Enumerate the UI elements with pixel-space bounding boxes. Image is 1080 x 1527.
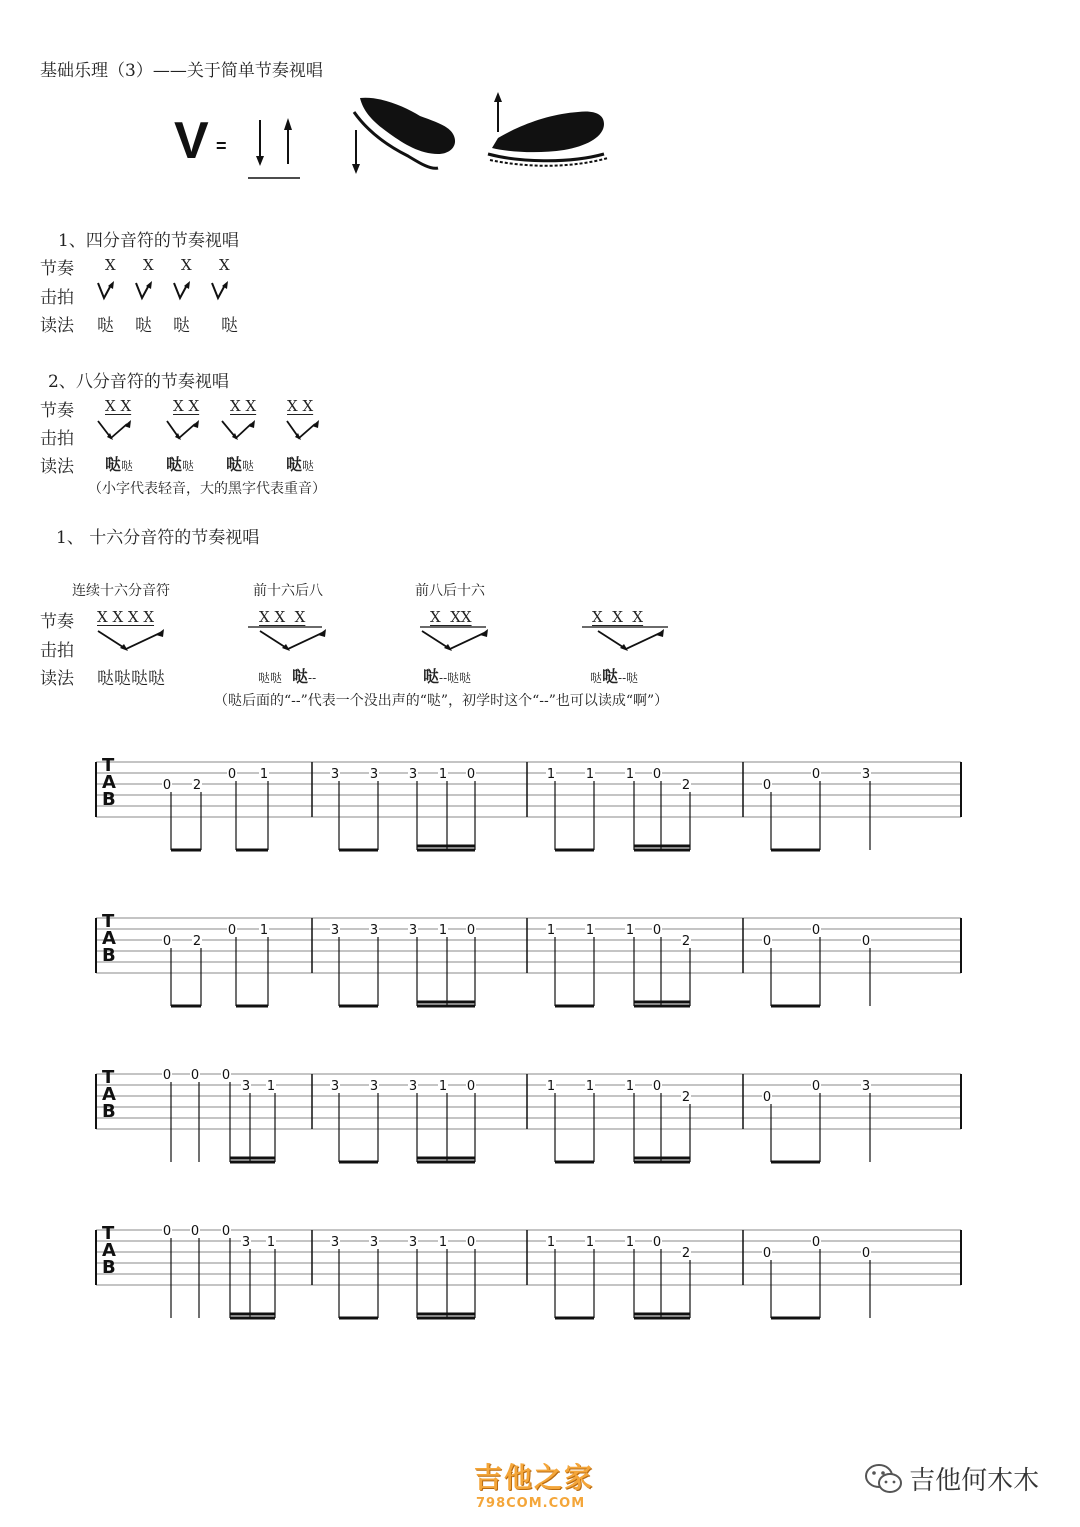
- tab-fret-number: 0: [652, 1079, 662, 1094]
- tab-fret-number: 2: [192, 778, 202, 793]
- tab-letter: B: [102, 789, 116, 810]
- tab-fret-number: 0: [466, 767, 476, 782]
- tab-fret-number: 3: [369, 1079, 379, 1094]
- row-label-reading: 读法: [40, 316, 74, 336]
- tab-fret-number: 0: [227, 767, 237, 782]
- tab-fret-number: 2: [192, 934, 202, 949]
- s2-read-2: 哒哒: [166, 455, 195, 474]
- tab-fret-number: 3: [369, 767, 379, 782]
- tab-fret-number: 1: [438, 923, 448, 938]
- tab-fret-number: 3: [369, 923, 379, 938]
- tab-fret-number: 1: [625, 923, 635, 938]
- s1-note-3: X: [181, 256, 192, 274]
- v-symbol: V: [174, 112, 209, 170]
- tab-fret-number: 3: [861, 1079, 871, 1094]
- s1-read-3: 哒: [173, 316, 190, 336]
- tab-fret-number: 0: [811, 923, 821, 938]
- tab-fret-number: 0: [652, 923, 662, 938]
- s2-read-1: 哒哒: [105, 455, 134, 474]
- tab-fret-number: 1: [546, 1079, 556, 1094]
- tab-letter: T: [102, 1223, 115, 1244]
- s1-read-1: 哒: [97, 316, 114, 336]
- s2-note-4: X X: [287, 397, 314, 415]
- equals-sign: =: [216, 136, 227, 156]
- tab-fret-number: 1: [259, 923, 269, 938]
- tab-fret-number: 2: [681, 1090, 691, 1105]
- row-label-rhythm: 节奏: [40, 612, 74, 632]
- tab-fret-number: 1: [438, 1235, 448, 1250]
- tab-fret-number: 1: [585, 1079, 595, 1094]
- tab-fret-number: 1: [438, 1079, 448, 1094]
- tab-fret-number: 3: [369, 1235, 379, 1250]
- s3-read-4: 哒哒--哒: [590, 667, 639, 686]
- tab-fret-number: 1: [585, 767, 595, 782]
- tab-fret-number: 1: [625, 767, 635, 782]
- tab-letter: A: [102, 772, 116, 793]
- tab-fret-number: 3: [330, 1079, 340, 1094]
- s3-note-explanation: （哒后面的“--”代表一个没出声的“哒”，初学时这个“--”也可以读成“啊”）: [214, 693, 669, 709]
- row-label-rhythm: 节奏: [40, 259, 74, 279]
- s3-read-1: 哒哒哒哒: [97, 669, 165, 689]
- tab-letter: T: [102, 911, 115, 932]
- tab-letter: A: [102, 1240, 116, 1261]
- tab-fret-number: 3: [408, 1235, 418, 1250]
- row-label-reading: 读法: [40, 457, 74, 477]
- tab-fret-number: 0: [762, 1090, 772, 1105]
- tab-letter: B: [102, 1257, 116, 1278]
- s3-group3-label: 前八后十六: [415, 583, 485, 599]
- tab-fret-number: 0: [221, 1068, 231, 1083]
- tab-fret-number: 0: [861, 934, 871, 949]
- s3-notes-4: X X X: [592, 608, 644, 626]
- s2-note-2: X X: [173, 397, 200, 415]
- tab-fret-number: 3: [241, 1235, 251, 1250]
- section2-heading: 2、八分音符的节奏视唱: [48, 372, 229, 392]
- tab-fret-number: 3: [408, 767, 418, 782]
- tab-fret-number: 3: [861, 767, 871, 782]
- tab-fret-number: 0: [762, 778, 772, 793]
- s2-note-3: X X: [230, 397, 257, 415]
- tab-fret-number: 3: [408, 923, 418, 938]
- s3-group1-label: 连续十六分音符: [72, 583, 170, 599]
- tab-fret-number: 1: [259, 767, 269, 782]
- tab-fret-number: 0: [811, 767, 821, 782]
- tab-letter: B: [102, 945, 116, 966]
- site-url-watermark: 798COM.COM: [476, 1496, 586, 1511]
- row-label-beat: 击拍: [40, 641, 74, 661]
- tab-fret-number: 0: [811, 1235, 821, 1250]
- tab-fret-number: 0: [861, 1246, 871, 1261]
- section3-heading: 1、 十六分音符的节奏视唱: [56, 528, 260, 548]
- s1-note-4: X: [219, 256, 230, 274]
- tab-fret-number: 0: [227, 923, 237, 938]
- section1-heading: 1、四分音符的节奏视唱: [58, 231, 239, 251]
- tab-fret-number: 3: [330, 1235, 340, 1250]
- tab-fret-number: 1: [585, 1235, 595, 1250]
- tab-fret-number: 1: [266, 1079, 276, 1094]
- tab-fret-number: 1: [438, 767, 448, 782]
- tab-fret-number: 0: [162, 1068, 172, 1083]
- tab-letter: B: [102, 1101, 116, 1122]
- tab-letter: T: [102, 1067, 115, 1088]
- tab-fret-number: 2: [681, 1246, 691, 1261]
- tab-fret-number: 0: [652, 1235, 662, 1250]
- tab-fret-number: 1: [546, 923, 556, 938]
- s2-note-1: X X: [105, 397, 132, 415]
- tab-fret-number: 3: [330, 767, 340, 782]
- s1-read-2: 哒: [135, 316, 152, 336]
- tab-fret-number: 1: [585, 923, 595, 938]
- tab-fret-number: 1: [546, 1235, 556, 1250]
- row-label-beat: 击拍: [40, 429, 74, 449]
- tab-fret-number: 3: [408, 1079, 418, 1094]
- tab-fret-number: 1: [625, 1079, 635, 1094]
- row-label-rhythm: 节奏: [40, 401, 74, 421]
- tab-fret-number: 1: [546, 767, 556, 782]
- tab-fret-number: 0: [190, 1224, 200, 1239]
- tab-letter: A: [102, 928, 116, 949]
- s1-note-1: X: [105, 256, 116, 274]
- account-watermark: 吉他何木木: [864, 1460, 1039, 1497]
- s1-read-4: 哒: [221, 316, 238, 336]
- row-label-reading: 读法: [40, 669, 74, 689]
- tab-fret-number: 0: [762, 1246, 772, 1261]
- tab-fret-number: 0: [652, 767, 662, 782]
- tab-fret-number: 2: [681, 934, 691, 949]
- wechat-icon: [864, 1462, 904, 1496]
- tab-fret-number: 0: [162, 1224, 172, 1239]
- tab-fret-number: 2: [681, 778, 691, 793]
- tab-fret-number: 0: [162, 934, 172, 949]
- tab-fret-number: 0: [762, 934, 772, 949]
- tab-fret-number: 0: [466, 1079, 476, 1094]
- tab-fret-number: 0: [190, 1068, 200, 1083]
- tab-fret-number: 1: [625, 1235, 635, 1250]
- s2-read-3: 哒哒: [226, 455, 255, 474]
- tab-letter: A: [102, 1084, 116, 1105]
- s3-notes-1: X X X X: [97, 608, 155, 626]
- tab-fret-number: 0: [466, 923, 476, 938]
- s2-note-explanation: （小字代表轻音，大的黑字代表重音）: [88, 481, 326, 497]
- s3-notes-3: X XX: [430, 608, 472, 626]
- row-label-beat: 击拍: [40, 288, 74, 308]
- tab-fret-number: 0: [162, 778, 172, 793]
- s1-note-2: X: [143, 256, 154, 274]
- s3-group2-label: 前十六后八: [253, 583, 323, 599]
- tab-fret-number: 1: [266, 1235, 276, 1250]
- s3-notes-2: X X X: [259, 608, 306, 626]
- tab-fret-number: 0: [811, 1079, 821, 1094]
- s3-read-3: 哒--哒哒: [423, 667, 472, 686]
- tab-fret-number: 3: [241, 1079, 251, 1094]
- tab-fret-number: 3: [330, 923, 340, 938]
- tab-letter: T: [102, 755, 115, 776]
- s3-read-2: 哒哒 哒--: [258, 667, 317, 686]
- tab-fret-number: 0: [466, 1235, 476, 1250]
- tab-fret-number: 0: [221, 1224, 231, 1239]
- site-watermark: 吉他之家: [474, 1461, 595, 1494]
- page-title: 基础乐理（3）——关于简单节奏视唱: [40, 61, 323, 81]
- s2-read-4: 哒哒: [286, 455, 315, 474]
